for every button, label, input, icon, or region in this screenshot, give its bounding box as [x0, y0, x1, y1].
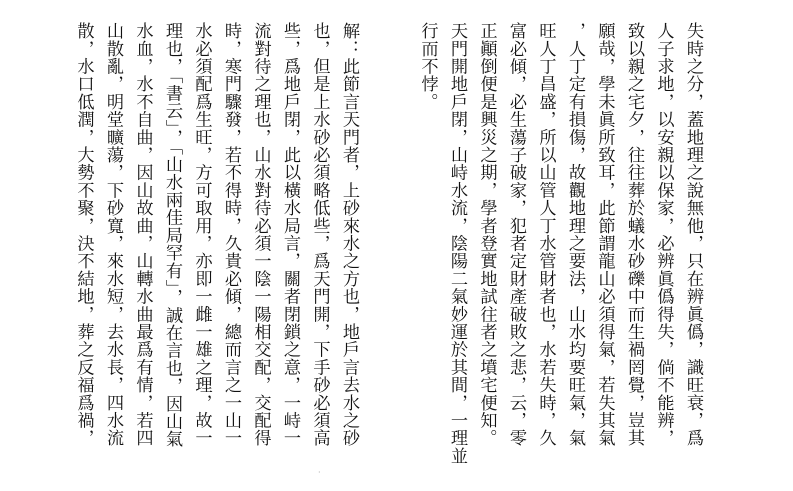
- text-column: 願哉，學未眞所致耳，此節謂龍山必須得氣，若失其氣: [594, 22, 615, 447]
- text-column: 致以親之宅夕，往往葬於蟻水砂礫中而生禍罔覺，豈其: [624, 22, 644, 447]
- text-column: 旺人丁昌盛，所以山管人丁水管財者也，水若失時，久: [535, 22, 556, 447]
- text-column: 解：此節言天門者，上砂來水之方也，地戶言去水之砂: [339, 22, 359, 447]
- text-column: 山散亂，明堂曠蕩，下砂寬，來水短，去水長，四水流: [103, 22, 123, 447]
- text-column: ，人丁定有損傷，故觀地理之要法，山水均要旺氣，氣: [565, 22, 585, 447]
- text-column: 失時之分，蓋地理之說無他，只在辨眞僞，識旺衰，爲: [683, 22, 703, 447]
- text-column: 時，寒門驟發，若不得時，久貴必傾，總而言之一山一: [221, 22, 241, 447]
- text-column: 正顚倒便是興災之期，學者登實地試往者之墳宅便知。: [476, 22, 497, 447]
- text-column: 天門開地戶閉，山峙水流，陰陽二氣妙運於其間，一理並: [447, 22, 467, 465]
- text-column: 散，水口低潤，大勢不聚，決不結地，葬之反福爲禍，: [73, 22, 94, 447]
- page-mark: ·: [318, 468, 321, 477]
- text-column: 水血，水不自曲，因山故曲，山轉水曲最爲有情，若四: [132, 22, 153, 447]
- text-column: 流對待之理也，山水對待必須一陰一陽相交配，交配得: [250, 22, 271, 447]
- right-page-text: [407, 22, 707, 465]
- left-page-text: [63, 22, 363, 462]
- text-column: 水必須配爲生旺，方可取用，亦即一雌一雄之理，故一: [191, 22, 212, 447]
- text-column: 人子求地，以安親以保家，必辨眞僞得失，倘不能辨，: [653, 22, 674, 447]
- text-column: 些，爲地戶閉，此以橫水局言，關者閉鎖之意，一峙一: [280, 22, 300, 447]
- text-column: 行而不悖。: [417, 22, 438, 111]
- text-column: 理也，「書云」，「山水兩佳局罕有」，誠在言也，因山氣: [162, 22, 182, 448]
- text-column: 也，但是上水砂必須略低些，爲天門開，下手砂必須高: [309, 22, 330, 447]
- text-column: 富必傾，必生蕩子破家，犯者定財產破敗之悲，云，零: [506, 22, 526, 447]
